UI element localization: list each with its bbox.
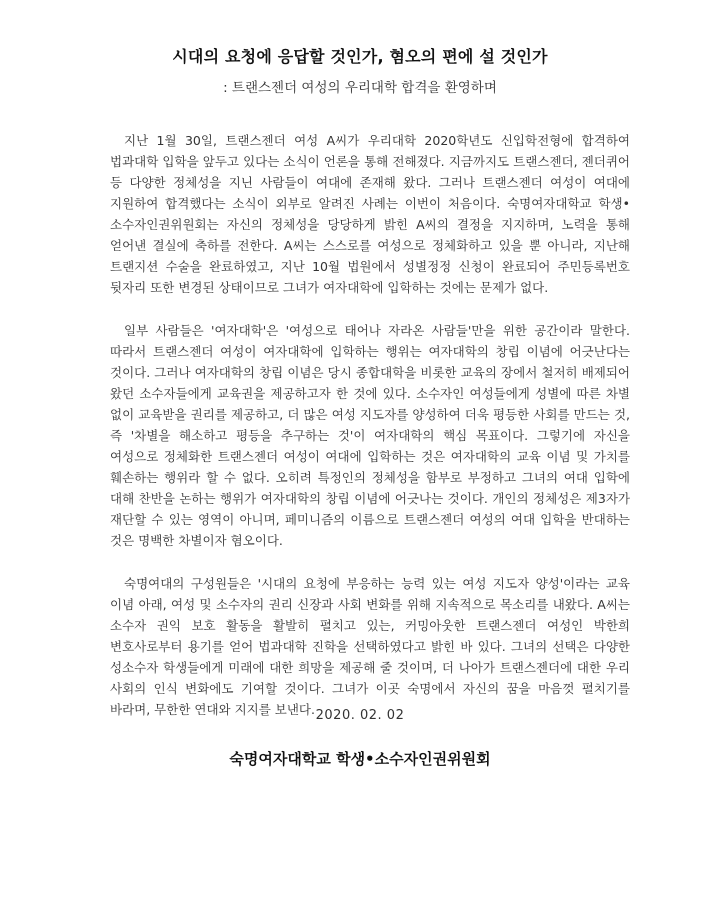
document-signature: 숙명여자대학교 학생•소수자인권위원회 [229, 750, 491, 768]
document-date: 2020. 02. 02 [315, 708, 405, 723]
document-subtitle: : 트랜스젠더 여성의 우리대학 합격을 환영하며 [223, 80, 497, 96]
paragraph-1: 지난 1월 30일, 트랜스젠더 여성 A씨가 우리대학 2020학년도 신입학전형에 합격하여 법과대학 입학을 앞두고 있다는 소식이 언론을 통해 전해졌다. 지금까지도 트랜스젠더, 젠더퀴어 등 다양한 정체성을 지닌 사람들이 여대에 존재해 왔다. 그러나 트랜스젠더 여성이 여대에 지원하여 합격했다는 소식이 외부로 알려진 사례는 이번이 처음이다. 숙명여자대학교 학생•소수자인권위원회는 자신의 정체성을 당당하게 밝힌 A씨의 결정을 지지하며, 노력을 통해 얻어낸 결실에 축하를 전한다. A씨는 스스로를 여성으로 정체화하고 있을 뿐 아니라, 지난해 트랜지션 수술을 완료하였고, 지난 10월 법원에서 성별정정 신청이 완료되어 주민등록번호 뒷자리 또한 변경된 상태이므로 그녀가 여자대학에 입학하는 것에는 문제가 없다. [110, 133, 630, 295]
document-body [110, 130, 630, 742]
document-title: 시대의 요청에 응답할 것인가, 혐오의 편에 설 것인가 [172, 47, 548, 66]
paragraph-2: 일부 사람들은 '여자대학'은 '여성으로 태어나 자라온 사람들'만을 위한 공간이라 말한다. 따라서 트랜스젠더 여성이 여자대학에 입학하는 행위는 여자대학의 창립 이념에 어긋난다는 것이다. 그러나 여자대학의 창립 이념은 당시 종합대학을 비롯한 교육의 장에서 철저히 배제되어 왔던 소수자들에게 교육권을 제공하고자 한 것에 있다. 소수자인 여성들에게 성별에 따른 차별 없이 교육받을 권리를 제공하고, 더 많은 여성 지도자를 양성하여 더욱 평등한 사회를 만드는 것, 즉 '차별을 해소하고 평등을 추구하는 것'이 여자대학의 핵심 목표이다. 그렇기에 자신을 여성으로 정체화한 트랜스젠더 여성이 여대에 입학하는 것은 여자대학의 교육 이념 및 가치를 훼손하는 행위라 할 수 없다. 오히려 특정인의 정체성을 함부로 부정하고 그녀의 여대 입학에 대해 찬반을 논하는 행위가 여자대학의 창립 이념에 어긋나는 것이다. 개인의 정체성은 제3자가 재단할 수 있는 영역이 아니며, 페미니즘의 이름으로 트랜스젠더 여성의 여대 입학을 반대하는 것은 명백한 차별이자 혐오이다. [110, 323, 630, 548]
paragraph-3: 숙명여대의 구성원들은 '시대의 요청에 부응하는 능력 있는 여성 지도자 양성'이라는 교육 이념 아래, 여성 및 소수자의 권리 신장과 사회 변화를 위해 지속적으로 목소리를 내왔다. A씨는 소수자 권익 보호 활동을 활발히 펼치고 있는, 커밍아웃한 트랜스젠더 여성인 박한희 변호사로부터 용기를 얻어 법과대학 진학을 선택하였다고 밝힌 바 있다. 그녀의 선택은 다양한 성소수자 학생들에게 미래에 대한 희망을 제공해 줄 것이며, 더 나아가 트랜스젠더에 대한 우리 사회의 인식 변화에도 기여할 것이다. 그녀가 이곳 숙명에서 자신의 꿈을 마음껏 펼치기를 바라며, 무한한 연대와 지지를 보낸다. [110, 576, 630, 717]
